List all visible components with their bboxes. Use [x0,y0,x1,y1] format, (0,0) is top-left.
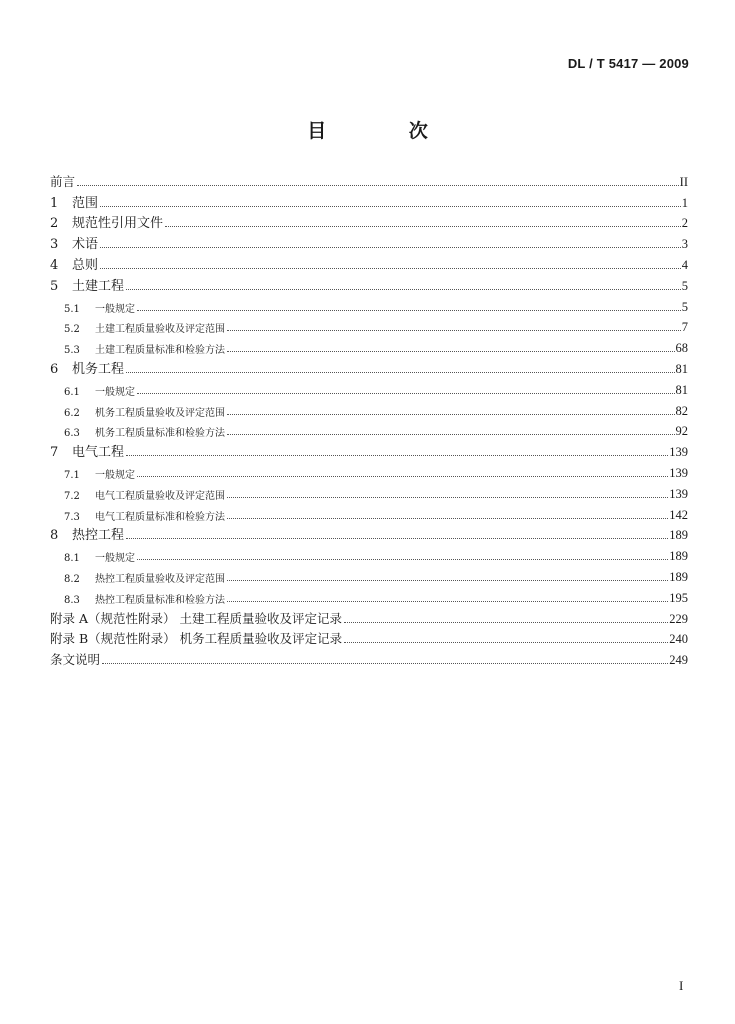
toc-entry-page: 1 [681,195,688,210]
toc-entry-number: 5 [50,278,59,294]
toc-entry-title: 热控工程质量标准和检验方法 [95,594,225,606]
dot-leader [227,414,675,415]
toc-entry[interactable] [50,627,688,648]
toc-entry-number: 5.2 [64,324,80,336]
toc-entry-title: 一般规定 [95,303,135,315]
toc-entry[interactable] [50,252,688,273]
toc-entry[interactable] [50,460,688,481]
toc-entry-page: 195 [669,590,688,605]
toc-entry-page: 68 [675,341,688,356]
toc-entry[interactable] [50,523,688,544]
toc-entry-page: 139 [669,445,688,460]
toc-entry-number: 7 [50,445,59,461]
dot-leader [165,226,681,227]
toc-entry-title: 术语 [72,237,99,253]
toc-entry[interactable] [50,315,688,336]
toc-entry[interactable] [50,356,688,377]
toc-entry[interactable] [50,169,688,190]
toc-entry-number: 6.2 [64,407,80,419]
dot-leader [344,622,668,623]
toc-entry-title: 机务工程质量验收及评定范围 [95,407,225,419]
toc-entry[interactable] [50,398,688,419]
toc-entry-page: 142 [669,507,688,522]
toc-entry-title: 总则 [72,257,99,273]
toc-entry[interactable] [50,335,688,356]
toc-entry-title: 条文说明 [50,652,101,668]
toc-entry-title: 范围 [72,195,99,211]
toc-entry-title: 一般规定 [95,553,135,565]
toc-entry[interactable] [50,273,688,294]
toc-entry-page: II [679,174,688,189]
dot-leader [137,393,675,394]
toc-entry-number: 3 [50,237,59,253]
dot-leader [100,206,681,207]
toc-entry-number: 8 [50,528,59,544]
dot-leader [137,476,668,477]
toc-entry-page: 249 [669,653,688,668]
toc-entry[interactable] [50,419,688,440]
toc-entry-page: 189 [669,569,688,584]
toc-entry-title: 电气工程质量验收及评定范围 [95,490,225,502]
toc-entry-number: 2 [50,216,59,232]
toc-entry-number: 7.1 [64,469,80,481]
toc-entry-page: 240 [669,632,688,647]
toc-entry-title: 土建工程质量验收及评定范围 [95,324,225,336]
dot-leader [126,372,674,373]
dot-leader [137,559,668,560]
dot-leader [137,310,681,311]
toc-entry-page: 81 [675,361,688,376]
toc-entry-page: 229 [669,611,688,626]
dot-leader [77,185,679,186]
toc-entry-title: 土建工程质量标准和检验方法 [95,345,225,357]
toc-entry[interactable] [50,543,688,564]
toc-entry-number: 7.2 [64,490,80,502]
toc-entry[interactable] [50,502,688,523]
toc-entry-page: 5 [681,299,688,314]
toc-entry-number: 6 [50,361,59,377]
toc-entry-number: 1 [50,195,59,211]
toc-entry[interactable] [50,294,688,315]
toc-entry-number: 6.1 [64,386,80,398]
toc-entry[interactable] [50,377,688,398]
toc-entry-number: 8.2 [64,573,80,585]
toc-entry-title: 机务工程 [72,361,125,377]
toc-entry[interactable] [50,439,688,460]
toc-entry-title: 电气工程质量标准和检验方法 [95,511,225,523]
dot-leader [227,330,681,331]
toc-entry[interactable] [50,190,688,211]
toc-entry-title: 一般规定 [95,469,135,481]
toc-entry-page: 7 [681,320,688,335]
toc-entry-title: 热控工程质量验收及评定范围 [95,573,225,585]
dot-leader [100,247,681,248]
dot-leader [344,642,668,643]
toc-entry-page: 139 [669,465,688,480]
toc-entry-page: 139 [669,486,688,501]
toc-entry-page: 82 [675,403,688,418]
toc-entry-title: 土建工程 [72,278,125,294]
dot-leader [126,538,668,539]
dot-leader [126,289,681,290]
toc-entry-title: 前言 [50,173,76,189]
toc-entry-number: 8.3 [64,594,80,606]
toc-entry-page: 4 [681,257,688,272]
toc-entry-number: 5.3 [64,345,80,357]
toc-entry-page: 81 [675,382,688,397]
toc-entry-page: 3 [681,237,688,252]
dot-leader [100,268,681,269]
toc-entry[interactable] [50,231,688,252]
toc-entry-page: 92 [675,424,688,439]
toc-entry[interactable] [50,564,688,585]
dot-leader [126,455,668,456]
toc-entry-title: 电气工程 [72,445,125,461]
dot-leader [102,663,668,664]
dot-leader [227,351,675,352]
toc-entry-number: 6.3 [64,428,80,440]
toc-entry-number: 4 [50,257,59,273]
toc-entry[interactable] [50,211,688,232]
toc-entry-number: 7.3 [64,511,80,523]
toc-entry-page: 5 [681,278,688,293]
dot-leader [227,601,668,602]
dot-leader [227,434,675,435]
toc-entry-title: 机务工程质量标准和检验方法 [95,428,225,440]
toc-title: 目 次 [307,120,466,142]
toc-entry[interactable] [50,585,688,606]
toc-entry[interactable] [50,481,688,502]
standard-code: DL / T 5417 — 2009 [567,56,689,71]
toc-entry-page: 189 [669,528,688,543]
toc-entry-page: 189 [669,549,688,564]
toc-entry-title: 附录 B（规范性附录） 机务工程质量验收及评定记录 [50,631,343,647]
page-number: I [679,978,684,993]
toc-entry[interactable] [50,606,688,627]
dot-leader [227,580,668,581]
toc-entry[interactable] [50,647,688,668]
toc-entry-title: 一般规定 [95,386,135,398]
toc-entry-title: 规范性引用文件 [72,216,164,232]
dot-leader [227,497,668,498]
toc-entry-number: 5.1 [64,303,80,315]
table-of-contents [50,169,688,668]
toc-entry-title: 附录 A（规范性附录） 土建工程质量验收及评定记录 [50,610,342,626]
toc-entry-title: 热控工程 [72,528,125,544]
toc-entry-page: 2 [681,216,688,231]
toc-entry-number: 8.1 [64,553,80,565]
dot-leader [227,518,668,519]
